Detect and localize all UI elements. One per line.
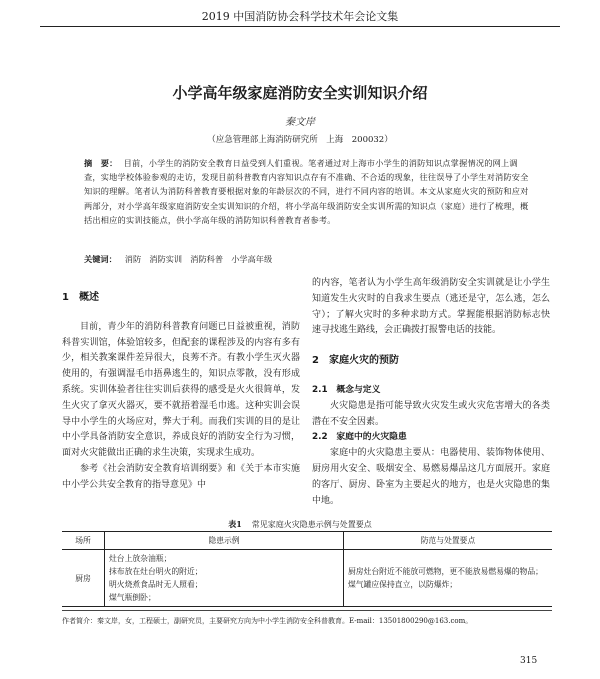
- measures-cell: [344, 550, 553, 607]
- hazard-item: 明火烧煮食品时无人照看；: [109, 580, 203, 589]
- header-rule: [40, 26, 560, 27]
- table-header-cell: 防范与处置要点: [344, 532, 553, 550]
- author: 秦文岸: [285, 117, 315, 128]
- abstract: [84, 156, 532, 227]
- affiliation: （应急管理部上海消防研究所 上海 200032）: [207, 135, 393, 145]
- subsection-2-1-text: 火灾隐患是指可能导致火灾发生或火灾危害增大的各类潜在不安全因素。: [312, 400, 550, 427]
- footnote-rule: [62, 610, 552, 611]
- table-header-row: [62, 532, 552, 550]
- section-2-heading: 2 家庭火灾的预防: [312, 355, 399, 367]
- keywords: [84, 254, 532, 265]
- left-column: [62, 276, 300, 494]
- keywords-text: 消防 消防实训 消防科普 小学高年级: [124, 254, 273, 264]
- continued-paragraph: 的内容，笔者认为小学生高年级消防安全实训就是让小学生知道发生火灾时的自我求生要点（逃还是守，怎么逃，怎么守）；了解火灾时的多种求助方式。掌握能根据消防标志快速寻找逃生路线，会正确拨打报警电话的技能。: [312, 278, 550, 336]
- place-cell: 厨房: [62, 550, 105, 607]
- section-1-paragraph: 目前，青少年的消防科普教育问题已日益被重视，消防科普实训馆，体验馆较多，但配套的课程涉及的内容有多有少，相关教案课件差异很大，良莠不齐。有教小学生灭火器使用的，有强调湿毛巾捂鼻逃生的，知识点零散，没有形成系统。实训体验者往往实训后获得的感受是火火很简单，发生火灾了拿灭火器灭，要不就捂着湿毛巾逃。这种实训会误导中小学生的火场应对，弊大于利。而我们实训的目的是让中小学具备消防安全意识，养成良好的消防安全行为习惯，面对火灾能做出正确的求生决策，实现求生成功。: [62, 321, 300, 459]
- table-header-cell: 隐患示例: [105, 532, 344, 550]
- hazard-table: [62, 531, 552, 607]
- abstract-label: 摘 要：: [84, 158, 118, 168]
- table-caption-label: 表1: [228, 519, 242, 529]
- hazard-item: 灶台上放杂油瓶；: [109, 554, 172, 563]
- subsection-2-2-heading: 2.2 家庭中的火灾隐患: [312, 432, 407, 443]
- section-1-heading: 1 概述: [62, 292, 99, 303]
- section-1-paragraph-2: 参考《社会消防安全教育培训纲要》和《关于本市实施中小学公共安全教育的指导意见》中: [62, 463, 300, 490]
- paper-title: 小学高年级家庭消防安全实训知识介绍: [172, 84, 428, 102]
- table-header-cell: 场所: [62, 532, 105, 550]
- table-caption: [0, 519, 600, 530]
- table-row: [62, 550, 552, 607]
- subsection-2-1-heading: 2.1 概念与定义: [312, 384, 381, 395]
- keywords-label: 关键词：: [84, 254, 117, 264]
- subsection-2-2-text: 家庭中的火灾隐患主要从：电器使用、装饰物体使用、厨房用火安全、吸烟安全、易燃易爆品这几方面展开。家庭的客厅、厨房、卧室为主要起火的地方，也是火灾隐患的集中地。: [312, 448, 550, 506]
- hazard-item: 抹布放在灶台明火的附近；: [109, 567, 203, 576]
- measure-item: 厨房灶台附近不能放可燃物，更不能放易燃易爆的物品；: [348, 567, 543, 576]
- hazards-cell: [105, 550, 344, 607]
- abstract-text: 目前，小学生的消防安全教育日益受到人们重视。笔者通过对上海市小学生的消防知识点掌握情况的网上调查，实地学校体验参观的走访，发现目前科普教育内容知识点存有不准确、不合适的现象，往往误导了小学生对消防安全知识的理解。笔者认为消防科普教育要根据对象的年龄层次的不同，进行不同内容的培训。本文从家庭火灾的预防和应对两部分，对小学高年级家庭消防安全实训知识的介绍，将小学高年级消防安全实训所需的知识点（家庭）进行了梳理，概括出相应的实训技能点，供小学高年级的消防知识科普教育者参考。: [84, 158, 529, 225]
- running-head: 2019 中国消防协会科学技术年会论文集: [201, 10, 399, 23]
- hazard-item: 煤气瓶倒卧；: [109, 593, 156, 602]
- footnote: 作者简介：秦文岸，女，工程硕士，副研究员，主要研究方向为中小学生消防安全科普教育。E-mail：13501800290@163.com。: [62, 617, 473, 625]
- right-column: [312, 276, 550, 509]
- page-number: 315: [520, 656, 538, 666]
- measure-item: 煤气罐应保持直立，以防爆炸；: [348, 580, 458, 589]
- table-caption-text: 常见家庭火灾隐患示例与处置要点: [251, 520, 372, 529]
